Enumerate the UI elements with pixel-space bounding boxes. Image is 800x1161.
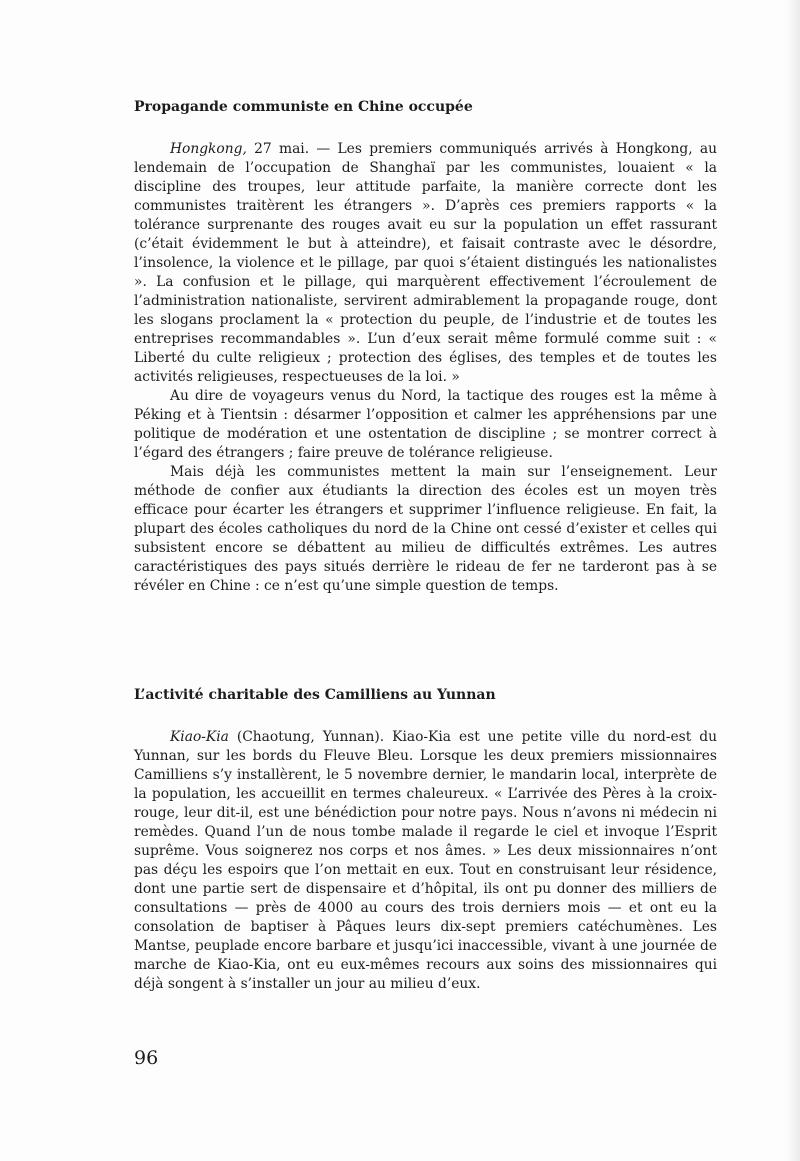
section-title: Propagande communiste en Chine occupée xyxy=(134,99,473,115)
paragraph xyxy=(134,387,717,463)
paragraph-text: Mais déjà les communistes mettent la main sur l’enseignement. Leur méthode de confier aux étudiants la direction des écoles est un moyen très efficace pour écarter les étrangers et supprimer l’influence religieuse. En fait, la plupart des écoles catholiques du nord de la Chine ont cessé d’exister et celles qui subsistent encore se débattent au milieu de difficultés extrêmes. Les autres caractéristiques des pays situés derrière le rideau de fer ne tarderont pas à se révéler en Chine : ce n’est qu’une simple question de temps. xyxy=(134,464,717,594)
paragraph-text: (Chaotung, Yunnan). Kiao-Kia est une petite ville du nord-est du Yunnan, sur les bords du Fleuve Bleu. Lorsque les deux premiers missionnaires Camilliens s’y installèrent, le 5 novembre dernier, le mandarin local, interprète de la population, les accueillit en termes chaleureux. « L’arrivée des Pères à la croix-rouge, leur dit-il, est une bénédiction pour notre pays. Nous n’avons ni médecin ni remèdes. Quand l’un de nous tombe malade il regarde le ciel et invoque l’Esprit suprême. Vous soignerez nos corps et nos âmes. » Les deux missionnaires n’ont pas déçu les espoirs que l’on mettait en eux. Tout en construisant leur résidence, dont une partie sert de dispensaire et d’hôpital, ils ont pu donner des milliers de consultations — près de 4000 au cours des trois derniers mois — et ont eu la consolation de baptiser à Pâques leurs dix-sept premiers catéchumènes. Les Mantse, peuplade encore barbare et jusqu’ici inaccessible, vivant à une journée de marche de Kiao-Kia, ont eu eux-mêmes recours aux soins des missionnaires qui déjà songent à s’installer un jour au milieu d’eux. xyxy=(134,729,717,992)
page-edge-shadow xyxy=(786,0,800,1161)
page-number: 96 xyxy=(134,1047,159,1069)
paragraph-text: 27 mai. — Les premiers communiqués arrivés à Hongkong, au lendemain de l’occupation de Shanghaï par les communistes, louaient « la discipline des troupes, leur attitude parfaite, la manière correcte dont les communistes traitèrent les étrangers ». D’après ces premiers rapports « la tolérance surprenante des rouges avait eu sur la population un effet rassurant (c’était évidemment le but à atteindre), et faisait contraste avec le désordre, l’insolence, la violence et le pillage, par quoi s’étaient distingués les nationalistes ». La confusion et le pillage, qui marquèrent effectivement l’écroulement de l’administration nationaliste, servirent admirablement la propagande rouge, dont les slogans proclament la « protection du peuple, de l’industrie et de toutes les entreprises recommandables ». L’un d’eux serait même formulé comme suit : « Liberté du culte religieux ; protection des églises, des temples et de toutes les activités religieuses, respectueuses de la loi. » xyxy=(134,141,717,385)
paragraph-text: Au dire de voyageurs venus du Nord, la tactique des rouges est la même à Péking et à Tientsin : désarmer l’opposition et calmer les appréhensions par une politique de modération et une ostentation de discipline ; se montrer correct à l’égard des étrangers ; faire preuve de tolérance religieuse. xyxy=(134,388,717,461)
paragraph xyxy=(134,463,717,596)
article-camillian-charity xyxy=(134,686,717,994)
dateline: Hongkong, xyxy=(170,141,247,157)
paragraph xyxy=(134,728,717,994)
section-title: L’activité charitable des Camilliens au Yunnan xyxy=(134,687,496,703)
paragraph xyxy=(134,140,717,387)
dateline: Kiao-Kia xyxy=(170,729,229,745)
article-communist-propaganda xyxy=(134,98,717,596)
